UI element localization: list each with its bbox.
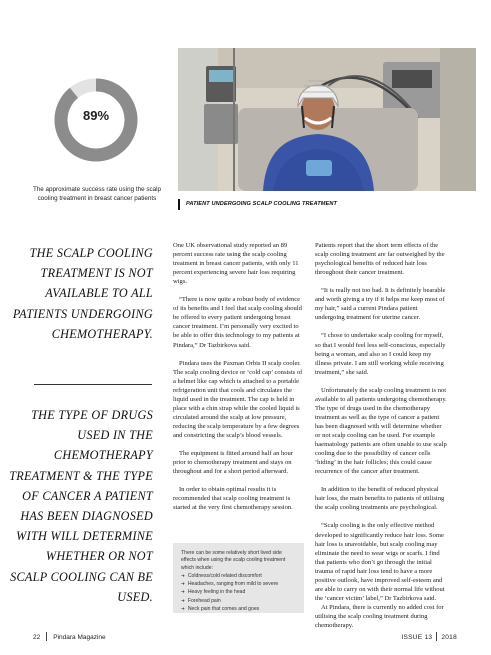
page-number: 22: [33, 634, 41, 641]
paragraph: “Scalp cooling is the only effective method developed to significantly reduce hair loss. Some hair loss is unavoidable, but scalp cooling may eliminate the need to wear wigs or scarfs. I find that patients who don’t go through the initial trauma of rapid hair loss tend to have a more positive outlook, have improved self-esteem and are able to carry on with their normal life without the ‘cancer victim’ label,” Dr Tazbirkova said.: [315, 522, 445, 602]
footer-left: [33, 632, 106, 641]
pull-quote-1: THE SCALP COOLING TREATMENT IS NOT AVAILABLE TO ALL PATIENTS UNDERGOING CHEMOTHERAPY.: [12, 246, 153, 341]
paragraph: One UK observational study reported an 89 percent success rate using the scalp cooling treatment in breast cancer patients, with only 11 percent experiencing severe hair loss requiring wigs.: [173, 242, 299, 286]
pull-quote-divider: [34, 384, 152, 385]
photo-caption: PATIENT UNDERGOING SCALP COOLING TREATMENT: [178, 199, 337, 210]
article-column-1: [173, 241, 304, 521]
paragraph: In addition to the benefit of reduced physical hair loss, the main benefits to patients of utilising the scalp cooling treatments are psychological.: [315, 486, 445, 512]
paragraph: The equipment is fitted around half an hour prior to chemotherapy treatment and stays on throughout and for a short period afterward.: [173, 450, 293, 476]
paragraph: “There is now quite a robust body of evidence of its benefits and I feel that scalp cooling should be offered to every patient undergoing breast cancer treatment. I’m personally very excited to be able to offer this technology to my patients at Pindara,” Dr Tazbirkova said.: [173, 296, 302, 349]
list-item: ➜ Heavy feeling in the head: [181, 588, 296, 596]
pull-quote-2: THE TYPE OF DRUGS USED IN THE CHEMOTHERAPY TREATMENT & THE TYPE OF CANCER A PATIENT HAS BEEN DIAGNOSED WITH WILL DETERMINE WHETHER OR NOT SCALP COOLING CAN BE USED.: [9, 408, 153, 604]
issue-year: 2018: [441, 634, 457, 641]
footer-separator: [436, 632, 437, 641]
list-item: ➜ Forehead pain: [181, 597, 296, 605]
footer-separator: [46, 632, 47, 641]
article-column-2: [315, 241, 448, 639]
footer-right: [401, 632, 457, 641]
issue-label: ISSUE 13: [401, 634, 433, 641]
paragraph: “It is really not too bad. It is definitely bearable and worth giving a try if it helps me keep most of my hair,” said a current Pindara patient undergoing treatment for uterine cancer.: [315, 287, 446, 322]
success-rate-caption: The approximate success rate using the scalp cooling treatment in breast cancer patients: [32, 186, 162, 202]
paragraph: At Pindara, there is currently no added cost for utilising the scalp cooling treatment during chemotherapy.: [315, 603, 444, 629]
magazine-name: Pindara Magazine: [53, 634, 106, 641]
paragraph: In order to obtain optimal results it is recommended that scalp cooling treatment is started at the very first chemotherapy session.: [173, 486, 293, 512]
paragraph: Patients report that the short term effects of the scalp cooling treatment are far outweighed by the psychological benefits of reduced hair loss throughout their cancer treatment.: [315, 242, 445, 277]
paragraph: “I chose to undertake scalp cooling for myself, so that I would feel less self-conscious, especially being a woman, and also so I could keep my illness private. I am still working while receiving treatment,” she said.: [315, 332, 446, 376]
list-item: ➜ Headaches, ranging from mild to severe: [181, 580, 296, 588]
patient-photo: [178, 48, 476, 191]
paragraph: Unfortunately the scalp cooling treatment is not available to all patients undergoing chemotherapy. The type of drugs used in the chemotherapy treatment as well as the type of cancer a patient has been diagnosed with will determine whether or not scalp cooling can be used. For example haematology patients are often unable to use scalp cooling due to the possibility of cancer cells ‘hiding’ in the hair follicles; this could cause recurrence of the cancer after treatment.: [315, 386, 447, 476]
side-effects-box: [173, 543, 304, 613]
list-item: ➜ Coldness/cold related discomfort: [181, 572, 296, 580]
side-effects-list: [181, 572, 296, 613]
success-rate-percent: 89%: [82, 108, 110, 123]
paragraph: Pindara uses the Paxman Orbis II scalp cooler. The scalp cooling device or ‘cold cap’ consists of a helmet like cap which is attached to a portable refrigeration unit that cools and circulates the liquid used in the treatment. The cap is held in place with a chin strap while the cooled liquid is circulated around the scalp at low pressure, reducing the scalp temperature by a few degrees and constricting the scalp’s blood vessels.: [173, 359, 303, 439]
list-item: ➜ Neck pain that comes and goes: [181, 605, 296, 613]
side-effects-intro: There can be some relatively short lived side effects when using the scalp cooling treatment which include:: [181, 550, 286, 571]
